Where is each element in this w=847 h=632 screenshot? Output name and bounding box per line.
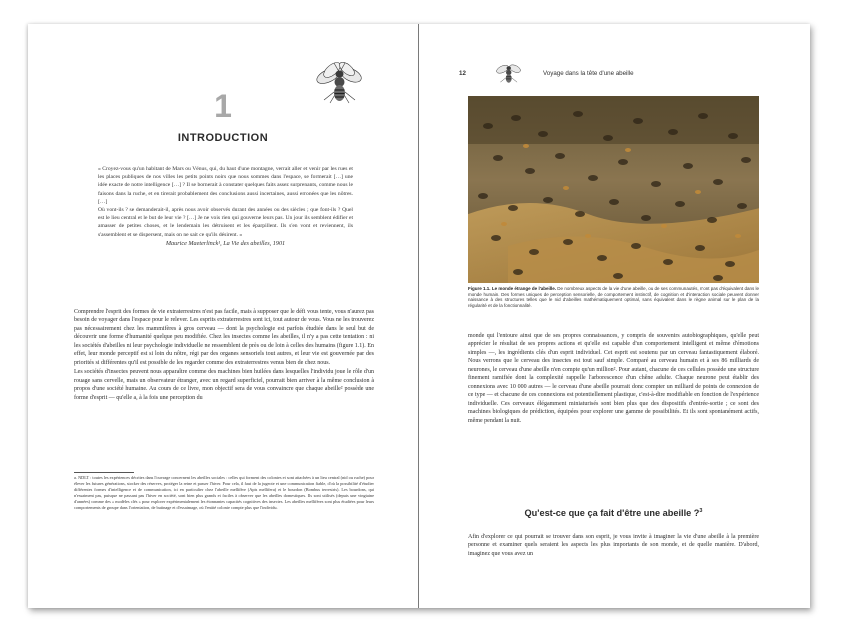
body-paragraph: Les sociétés d'insectes peuvent nous apparaître comme des machines bien huilées dans lesquelles l'individu joue le rôle d'un rouage sans cervelle, mais un observateur étranger, avec un regard superficiel, pourrait bien arriver à la même conclusion à propos d'une société humaine. Au cours de ce livre, mon objectif sera de vous convaincre que chaque abeille² possède une forme d'esprit — qu'elle a, à la fois une perception du — [74, 369, 374, 401]
right-page — [419, 24, 809, 608]
figure-caption — [468, 286, 759, 308]
footnote-divider — [74, 472, 134, 473]
body-paragraph: Afin d'explorer ce qui pourrait se trouver dans son esprit, je vous invite à imaginer la vie d'une abeille à la première personne et examiner quels seraient les aspects les plus importants de son monde, et de quelle manière. D'abord, imaginez que vous avez un — [468, 534, 759, 557]
section-heading-text: Qu'est-ce que ça fait d'être une abeille ? — [524, 508, 700, 519]
body-paragraph: Comprendre l'esprit des formes de vie extraterrestres n'est pas facile, mais à supposer que le défi vous tente, vous n'aurez pas besoin de voyager dans l'espace pour le relever. Les esprits extraterrestres sont ici, tout autour de vous. Vous ne les trouverez pas nécessairement chez les mammifères à gros cerveau — dont la psychologie est parfois étudiée dans le seul but de découvrir une forme d'humanité quelque peu modifiée. Chez les insectes comme les abeilles, il n'y a pas cette tentation : ni les sociétés d'abeilles ni leur psychologie individuelle ne ressemblent de près ou de loin à celles des humains (figure 1.1). En effet, leur monde perceptif est si loin du nôtre, régi par des organes sensoriels tout autres, et leur vie est gouvernée par des priorités si différentes qu'il est possible de les regarder comme des extraterrestres venus bien de chez nous. — [74, 309, 374, 366]
running-title: Voyage dans la tête d'une abeille — [543, 70, 634, 77]
page-number: 12 — [459, 70, 466, 77]
epigraph — [98, 165, 353, 248]
body-text — [74, 308, 374, 403]
section-note-marker: 3 — [699, 508, 703, 514]
left-page — [28, 24, 419, 608]
body-text — [468, 332, 759, 425]
chapter-title: INTRODUCTION — [177, 132, 269, 144]
book-spread — [28, 24, 810, 608]
epigraph-paragraph: « Croyez-vous qu'un habitant de Mars ou Vénus, qui, du haut d'une montagne, verrait aller et venir par les rues et les places publiques de nos villes les petits points noirs que nous sommes dans l'espace, se formerait […] une idée exacte de notre intelligence […] ? Il se bornerait à constater quelques faits assez surprenants, comme nous le faisons dans la ruche, et en tirerait probablement des conclusions aussi incertaines, aussi erronées que les nôtres. […] — [98, 166, 353, 205]
body-paragraph: monde qui l'entoure ainsi que de ses propres connaissances, y compris de souvenirs autobiographiques, qu'elle peut apprécier le résultat de ses propres actions et qu'elle est capable d'un comportement intelligent et même d'émotions simples —, les ingrédients clés d'un esprit individuel. Cet esprit est soutenu par un cerveau fantastiquement élaboré. Nous verrons que le cerveau des insectes est tout sauf simple. Comparé au cerveau humain et à ses 86 milliards de neurones, le cerveau d'une abeille n'en compte qu'un million². Pour autant, chacune de ces cellules possède une structure finement ramifiée dont la complexité rappelle l'arborescence d'un chêne adulte. Chaque neurone peut établir des connexions avec 10 000 autres — le cerveau d'une abeille pourrait donc compter un milliard de points de connexion de ce type — et chacune de ces connexions est potentiellement plastique, c'est-à-dire modifiable en fonction de l'expérience individuelle. Ces cerveaux élégamment miniaturisés sont bien plus que des dispositifs d'entrée-sortie ; ce sont des machines biologiques de prédiction, équipées pour explorer une gamme de possibilités. Et ils sont spontanément actifs, même pendant la nuit. — [468, 333, 759, 424]
figure-caption-text: De nombreux aspects de la vie d'une abeille, ou de ses communautés, n'ont pas d'équivalent dans le monde humain. Des formes uniques de perception sensorielle, de comportement instinctif, de cognition et d'interaction sociale peuvent donner naissance à des structures telles que le nid d'abeilles mathématiquement optimal, sans équivalent dans le règne animal sur le plan de la régularité et de la fonctionnalité. — [468, 286, 759, 308]
figure-label: Figure 1.1. Le monde étrange de l'abeille. — [468, 286, 557, 291]
footnote: a. NDLT : toutes les expériences décrites dans l'ouvrage concernent les abeilles sociales : celles qui forment des colonies et sont attachées à un lieu central (nid ou ruche) pour élever les futures générations, stocker des réserves, protéger la reine et passer l'hiver. Pour cela, il faut de la jugeote et une communication fiable, d'où la possibilité d'étudier différentes formes d'intelligence et de communication, ici en particulier chez l'abeille mellifère (Apis mellifera) et le bourdon (Bombus terrestris). Les bourdons, qui n'essaiment pas, puisque ne passant pas l'hiver en société, sont bien plus grands et faciles à observer que les abeilles domestiques. Ils sont utilisés (depuis une vingtaine d'années) comme des « modèles clés » pour explorer expérimentalement les étonnantes capacités cognitives des insectes. Les abeilles mellifères sont plus étudiées pour leurs comportements de groupe dans l'orientation, de butinage et d'essaimage, où l'entité colonie compte plus que l'individu. — [74, 475, 374, 511]
running-head — [449, 67, 759, 79]
section-body — [468, 533, 759, 558]
section-heading — [468, 508, 759, 518]
epigraph-attribution: Maurice Maeterlinck¹, La Vie des abeilles, 1901 — [165, 239, 286, 247]
chapter-number: 1 — [214, 88, 232, 124]
bee-icon — [495, 61, 523, 85]
epigraph-paragraph: Où vont-ils ? se demanderait-il, après nous avoir observés durant des années ou des siècles ; que font-ils ? Quel est le lieu central et le but de leur vie ? […] Je ne vois rien qui gouverne leurs pas. Un jour ils semblent édifier et amasser de petites choses, et le lendemain les détruisent et les éparpillent. Ils s'en vont et reviennent, ils s'assemblent et se dispersent, mais on ne sait ce qu'ils désirent. » — [98, 207, 353, 238]
bee-swarm-photo — [468, 96, 759, 283]
